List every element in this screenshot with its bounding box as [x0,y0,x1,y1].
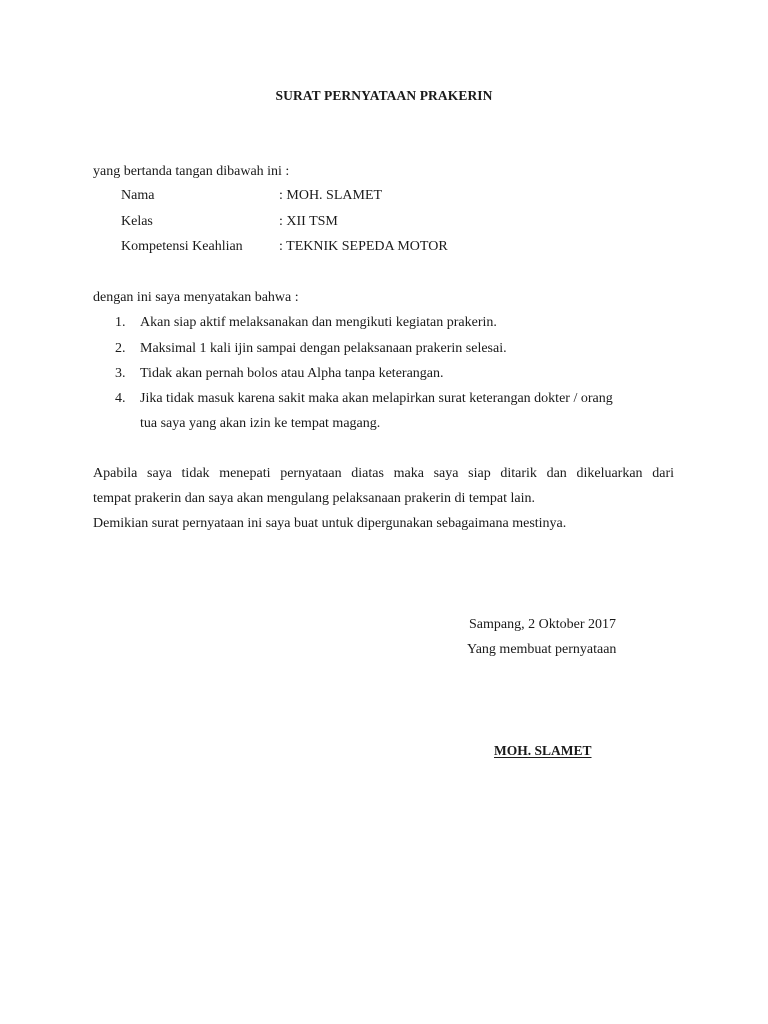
document-title: SURAT PERNYATAAN PRAKERIN [275,88,493,103]
consequence-paragraph-line1: Apabila saya tidak menepati pernyataan diatas maka saya siap ditarik dan dikeluarkan dari [93,466,674,481]
statement-number: 3. [115,366,126,381]
identity-label-kelas: Kelas [121,214,153,229]
identity-label-kompetensi: Kompetensi Keahlian [121,239,243,254]
statement-text: Maksimal 1 kali ijin sampai dengan pelaksanaan prakerin selesai. [140,341,507,356]
identity-value-kompetensi: : TEKNIK SEPEDA MOTOR [279,239,448,254]
statement-number: 4. [115,391,126,406]
statement-intro: dengan ini saya menyatakan bahwa : [93,290,299,305]
signer-name: MOH. SLAMET [494,743,592,758]
identity-label-nama: Nama [121,188,155,203]
consequence-paragraph-line2: tempat prakerin dan saya akan mengulang pelaksanaan prakerin di tempat lain. [93,491,535,506]
statement-text: Jika tidak masuk karena sakit maka akan melapirkan surat keterangan dokter / orang [140,391,613,406]
statement-number: 1. [115,315,126,330]
statement-number: 2. [115,341,126,356]
closing-paragraph: Demikian surat pernyataan ini saya buat untuk dipergunakan sebagaimana mestinya. [93,516,567,531]
maker-label: Yang membuat pernyataan [467,642,617,657]
identity-value-kelas: : XII TSM [279,214,338,229]
statement-text: Akan siap aktif melaksanakan dan mengikuti kegiatan prakerin. [140,315,497,330]
intro-text: yang bertanda tangan dibawah ini : [93,164,290,179]
statement-text-continuation: tua saya yang akan izin ke tempat magang. [140,416,381,431]
statement-text: Tidak akan pernah bolos atau Alpha tanpa keterangan. [140,366,444,381]
place-date: Sampang, 2 Oktober 2017 [469,617,616,632]
identity-value-nama: : MOH. SLAMET [279,188,383,203]
